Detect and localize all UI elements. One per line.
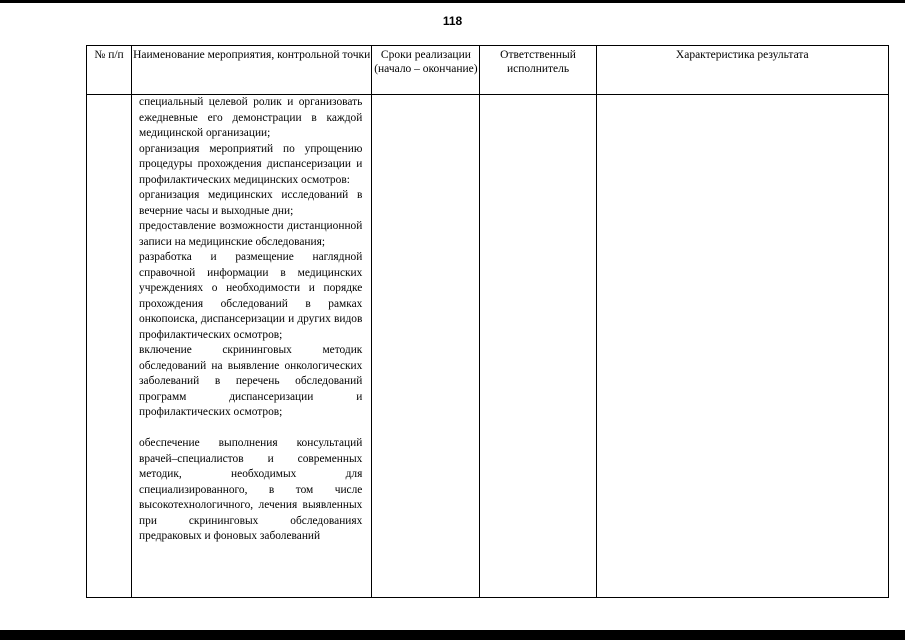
cell-dates <box>372 95 480 598</box>
description-paragraph: включение скрининговых методик обследований на выявление онкологических заболеваний в перечень обследований программ диспансеризации и профилактических осмотров; <box>139 344 363 418</box>
header-dates: Сроки реализации (начало – окончание) <box>372 46 480 95</box>
description-paragraph: специальный целевой ролик и организовать ежедневные его демонстрации в каждой медицинской организации; <box>139 96 363 139</box>
table-row <box>87 95 889 598</box>
description-paragraph: разработка и размещение наглядной справочной информации в медицинских учреждениях о необходимости и порядке прохождения обследований в рамках онкопоиска, диспансеризации и других видов профилактических осмотров; <box>139 251 363 341</box>
activity-description <box>132 95 371 545</box>
cell-name <box>132 95 372 598</box>
activities-table <box>86 45 889 598</box>
cell-num <box>87 95 132 598</box>
top-border-line <box>0 0 905 3</box>
header-num: № п/п <box>87 46 132 95</box>
description-paragraph: организация мероприятий по упрощению процедуры прохождения диспансеризации и профилактических медицинских осмотров: <box>139 142 363 186</box>
cell-responsible <box>480 95 596 598</box>
page-number: 118 <box>442 14 463 28</box>
cell-result <box>596 95 888 598</box>
table-header-row <box>87 46 889 95</box>
header-name: Наименование мероприятия, контрольной точки <box>132 46 372 95</box>
header-result: Характеристика результата <box>596 46 888 95</box>
description-paragraph: предоставление возможности дистанционной записи на медицинские обследования; <box>139 220 363 248</box>
description-paragraph: обеспечение выполнения консультаций врачей–специалистов и современных методик, необходимых для специализированного, в том числе высокотехнологичного, лечения выявленных при скрининговых обследованиях предраковых и фоновых заболеваний <box>139 437 363 542</box>
bottom-border-bar <box>0 630 905 640</box>
header-responsible: Ответственный исполнитель <box>480 46 596 95</box>
paragraph-gap <box>139 421 362 437</box>
description-paragraph: организация медицинских исследований в вечерние часы и выходные дни; <box>139 189 363 217</box>
